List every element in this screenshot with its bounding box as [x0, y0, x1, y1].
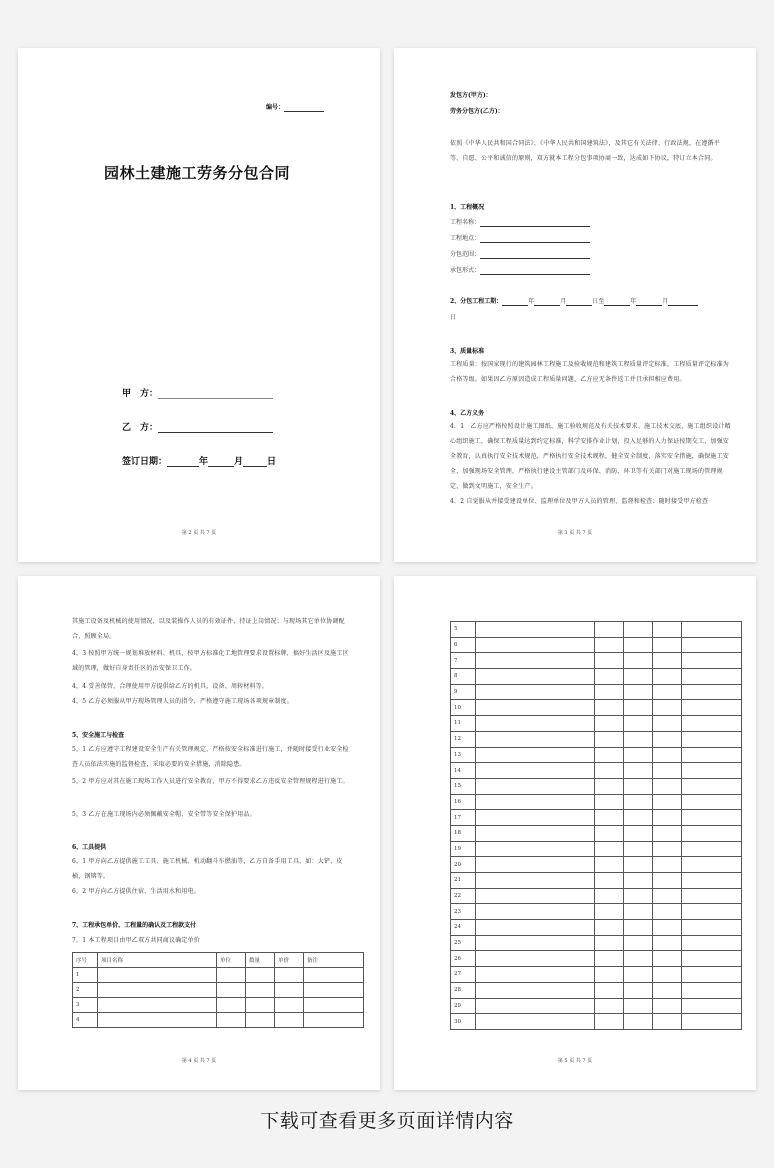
cell: [653, 669, 682, 685]
cell: [682, 904, 742, 920]
row-number: 30: [451, 1014, 476, 1030]
party-b-line: [122, 420, 273, 433]
cell: [98, 983, 217, 998]
cell: [624, 951, 653, 967]
cell: [595, 904, 624, 920]
cell: [653, 637, 682, 653]
field-contract-form: [450, 267, 590, 275]
cell: [595, 982, 624, 998]
cell: [595, 622, 624, 638]
header-cell: 备注: [304, 953, 364, 968]
cell: [682, 794, 742, 810]
cell: [682, 684, 742, 700]
cell: [595, 794, 624, 810]
cell: [624, 935, 653, 951]
page-cover: [18, 48, 380, 562]
sign-date-label: 签订日期：: [122, 457, 168, 467]
cell: [653, 920, 682, 936]
cell: [624, 669, 653, 685]
row-number: 28: [451, 982, 476, 998]
cell: [595, 857, 624, 873]
party-a-line: [122, 386, 273, 399]
row-number: 16: [451, 794, 476, 810]
cell: [476, 982, 595, 998]
clause-5-2: 5，2 甲方应对其在施工现场工作人员进行安全教育，甲方不得要求乙方违反安全管理规程进行施工。: [72, 778, 349, 785]
cell: [595, 920, 624, 936]
cell: [682, 778, 742, 794]
cell: [476, 951, 595, 967]
cell: [476, 669, 595, 685]
cell: [682, 888, 742, 904]
contractor-label: 劳务分包方(乙方)：: [450, 108, 504, 115]
table-row: [451, 935, 742, 951]
section-4-title: 4、乙方义务: [450, 410, 485, 417]
page-terms-2: [18, 576, 380, 1090]
section-3-title: 3、质量标准: [450, 348, 485, 355]
intro-paragraph: 依照《中华人民共和国合同法》、《中华人民共和国建筑法》，及其它有关法律、行政法规，在遵循平等、自愿、公平和诚信的原则，双方就本工程分包事项协商一致，达成如下协议，特订立本合同。: [450, 140, 721, 162]
field-project-location: [450, 235, 590, 243]
row-number: 15: [451, 778, 476, 794]
cell: [624, 810, 653, 826]
cell: [275, 1013, 304, 1028]
cell: [246, 983, 275, 998]
cell: [682, 825, 742, 841]
cell: [653, 904, 682, 920]
section-4-text-2: 4．2 自觉服从并接受建设单位、监理单位及甲方人员的管理、监督和检查；随时接受甲方检查: [450, 498, 709, 505]
row-number: 25: [451, 935, 476, 951]
section-5-title: 5、安全施工与检查: [72, 732, 125, 739]
cell: [624, 967, 653, 983]
row-number: 2: [73, 983, 98, 998]
clause-4-5: 4，5 乙方必须服从甲方现场管理人员的指令，严格遵守施工现场各项规章制度。: [72, 698, 293, 705]
table-row: [451, 622, 742, 638]
cell: [624, 904, 653, 920]
cell: [653, 622, 682, 638]
party-b-label: 乙 方：: [122, 423, 159, 433]
section-6-title: 6、工具提供: [72, 844, 107, 851]
cell: [624, 747, 653, 763]
table-row: [73, 968, 364, 983]
section-1-title: 1、工程概况: [450, 204, 485, 211]
cell: [595, 951, 624, 967]
cell: [246, 998, 275, 1013]
cell: [682, 841, 742, 857]
cell: [653, 935, 682, 951]
cell: [246, 1013, 275, 1028]
table-row: [73, 1013, 364, 1028]
field-label: 分包范围：: [450, 251, 481, 258]
cell: [476, 700, 595, 716]
row-number: 14: [451, 763, 476, 779]
cell: [653, 731, 682, 747]
row-number: 3: [73, 998, 98, 1013]
section-2-day: 日: [450, 314, 457, 321]
field-blank: [480, 219, 590, 227]
table-row: [451, 888, 742, 904]
cell: [304, 983, 364, 998]
blank: [636, 298, 662, 306]
cell: [476, 763, 595, 779]
clause-4-3: 4，3 按照甲方统一规划堆放材料、机具，按甲方标准化工地管理要求设置标牌，搞好生活区及施工区域的管理，做好自身责任区的治安保卫工作。: [72, 650, 349, 672]
cell: [98, 1013, 217, 1028]
row-number: 18: [451, 825, 476, 841]
cell: [476, 731, 595, 747]
section-2-label: 2、分包工程工期：: [450, 298, 503, 305]
row-number: 13: [451, 747, 476, 763]
cell: [476, 841, 595, 857]
sign-date-line: [122, 454, 276, 467]
cell: [653, 998, 682, 1014]
cell: [217, 983, 246, 998]
header-cell: 序号: [73, 953, 98, 968]
table-row: [451, 684, 742, 700]
month-label: 月: [234, 457, 244, 467]
header-cell: 单位: [217, 953, 246, 968]
row-number: 29: [451, 998, 476, 1014]
cell: [653, 873, 682, 889]
cell: [595, 747, 624, 763]
cell: [304, 998, 364, 1013]
table-row: [73, 983, 364, 998]
year-blank: [167, 459, 199, 467]
cell: [595, 731, 624, 747]
section-7-title: 7、工程承包单价、工程量的确认及工程款支付: [72, 922, 197, 929]
cell: [476, 904, 595, 920]
cell: [595, 873, 624, 889]
cell: [624, 731, 653, 747]
row-number: 19: [451, 841, 476, 857]
cell: [476, 810, 595, 826]
row-number: 5: [451, 622, 476, 638]
cell: [653, 825, 682, 841]
cell: [275, 968, 304, 983]
issuer-label: 发包方(甲方)：: [450, 92, 492, 99]
cell: [682, 653, 742, 669]
table-row: [451, 967, 742, 983]
section-3-text: 工程质量：按国家现行的建筑园林工程施工及验收规范和建筑工程质量评定标准，工程质量评定标准为合格等级。如果因乙方原因造成工程质量问题，乙方应无条件返工并且承担相应费用。: [450, 361, 730, 383]
row-number: 27: [451, 967, 476, 983]
cell: [624, 653, 653, 669]
cell: [595, 778, 624, 794]
header-cell: 项目名称: [98, 953, 217, 968]
cell: [595, 810, 624, 826]
cell: [653, 857, 682, 873]
unit: 月: [662, 298, 669, 305]
field-blank: [480, 251, 590, 259]
day-blank: [243, 459, 267, 467]
cell: [682, 873, 742, 889]
cell: [476, 1014, 595, 1030]
cell: [653, 684, 682, 700]
table-row: [451, 920, 742, 936]
cell: [476, 967, 595, 983]
row-number: 7: [451, 653, 476, 669]
field-blank: [480, 267, 590, 275]
cell: [682, 637, 742, 653]
page-footer: 第 3 页 共 7 页: [557, 530, 593, 536]
table-row: [451, 1014, 742, 1030]
cell: [476, 684, 595, 700]
cell: [653, 778, 682, 794]
page-footer: 第 4 页 共 7 页: [181, 1058, 217, 1064]
table-row: [451, 763, 742, 779]
table-row: [451, 731, 742, 747]
cell: [682, 951, 742, 967]
cell: [653, 841, 682, 857]
row-number: 17: [451, 810, 476, 826]
table-row: [451, 778, 742, 794]
clause-4-4: 4，4 妥善保管、合理使用甲方提供给乙方的机具、设备、周转材料等。: [72, 683, 269, 690]
number-blank: [284, 104, 324, 112]
cell: [682, 998, 742, 1014]
cell: [653, 763, 682, 779]
cell: [476, 794, 595, 810]
cell: [476, 857, 595, 873]
download-caption: 下载可查看更多页面详情内容: [260, 1110, 514, 1132]
page-footer: 第 5 页 共 7 页: [557, 1058, 593, 1064]
table-row: [451, 857, 742, 873]
row-number: 9: [451, 684, 476, 700]
cell: [476, 622, 595, 638]
field-label: 承包形式：: [450, 267, 481, 274]
table-header-row: [73, 953, 364, 968]
cell: [653, 716, 682, 732]
blank: [566, 298, 592, 306]
cell: [682, 700, 742, 716]
party-a-label: 甲 方：: [122, 389, 159, 399]
price-table-continued: [450, 621, 742, 1030]
cell: [653, 1014, 682, 1030]
cell: [476, 778, 595, 794]
cell: [595, 669, 624, 685]
row-number: 6: [451, 637, 476, 653]
cell: [682, 920, 742, 936]
cell: [653, 888, 682, 904]
cell: [595, 967, 624, 983]
cell: [624, 857, 653, 873]
cell: [624, 794, 653, 810]
unit: 日至: [592, 298, 605, 305]
table-row: [451, 637, 742, 653]
cell: [624, 841, 653, 857]
row-number: 21: [451, 873, 476, 889]
table-body: [451, 622, 742, 1030]
section-4-text: 4．1 乙方应严格按照设计施工图纸、施工验收规范及有关技术要求、施工技术交底、施工组织设计精心组织施工，确保工程质量达到约定标准，科学安排作业计划，投入足够的人力保证按期交工，加强安全教育，认真执行安全技术规范，严格执行安全技术规程，健全安全制度，落实安全措施，确保施工安全，加强现场安全管理，严格执行建设主管部门及环保、消防、环卫等有关部门对施工现场的管理规定，做到文明施工，安全生产。: [450, 423, 731, 490]
cell: [653, 967, 682, 983]
cell: [624, 684, 653, 700]
cell: [217, 968, 246, 983]
field-label: 工程名称：: [450, 219, 481, 226]
number-label: 编号：: [266, 104, 285, 111]
table-row: [73, 998, 364, 1013]
row-number: 10: [451, 700, 476, 716]
field-label: 工程地点：: [450, 235, 481, 242]
cell: [304, 1013, 364, 1028]
cell: [304, 968, 364, 983]
cell: [595, 935, 624, 951]
table-row: [451, 794, 742, 810]
cell: [682, 669, 742, 685]
cell: [595, 998, 624, 1014]
cell: [624, 825, 653, 841]
cell: [682, 857, 742, 873]
cell: [682, 716, 742, 732]
page-footer: 第 2 页 共 7 页: [181, 530, 217, 536]
cell: [682, 810, 742, 826]
table-row: [451, 716, 742, 732]
blank: [604, 298, 630, 306]
unit: 年: [630, 298, 637, 305]
cell: [595, 841, 624, 857]
cell: [653, 810, 682, 826]
cell: [98, 968, 217, 983]
table-row: [451, 841, 742, 857]
party-a-blank: [158, 391, 273, 399]
contract-title: 园林土建施工劳务分包合同: [104, 164, 291, 182]
cell: [275, 983, 304, 998]
clause-5-1: 5，1 乙方应遵守工程建设安全生产有关管理规定，严格按安全标准进行施工，并随时接受行业安全检查人员依法实施的监督检查，采取必要的安全措施，消除隐患。: [72, 746, 349, 768]
cell: [624, 716, 653, 732]
cell: [624, 637, 653, 653]
table-row: [451, 700, 742, 716]
cell: [624, 920, 653, 936]
cell: [624, 873, 653, 889]
cell: [595, 700, 624, 716]
cell: [682, 763, 742, 779]
unit: 月: [560, 298, 567, 305]
cell: [217, 1013, 246, 1028]
field-blank: [480, 235, 590, 243]
cell: [595, 825, 624, 841]
row-number: 20: [451, 857, 476, 873]
cell: [476, 637, 595, 653]
cell: [476, 888, 595, 904]
cell: [624, 1014, 653, 1030]
page-table-continued: [394, 576, 756, 1090]
row-number: 12: [451, 731, 476, 747]
section-2-period: [450, 298, 698, 306]
row-number: 11: [451, 716, 476, 732]
page-terms-1: [394, 48, 756, 562]
table-row: [451, 904, 742, 920]
cell: [682, 967, 742, 983]
cell: [275, 998, 304, 1013]
cell: [682, 622, 742, 638]
table-row: [451, 998, 742, 1014]
party-b-blank: [158, 425, 273, 433]
cell: [653, 700, 682, 716]
cell: [595, 888, 624, 904]
cell: [476, 653, 595, 669]
cell: [624, 700, 653, 716]
cell: [98, 998, 217, 1013]
field-scope: [450, 251, 590, 259]
cell: [682, 747, 742, 763]
clause-7-1: 7，1 本工程项目由甲乙双方共同商议确定单价: [72, 937, 200, 944]
blank: [668, 298, 698, 306]
table-row: [451, 873, 742, 889]
header-cell: 单价: [275, 953, 304, 968]
cell: [682, 1014, 742, 1030]
cell: [624, 763, 653, 779]
cell: [653, 653, 682, 669]
cell: [653, 951, 682, 967]
cell: [476, 716, 595, 732]
cell: [476, 873, 595, 889]
row-number: 24: [451, 920, 476, 936]
cell: [624, 998, 653, 1014]
row-number: 4: [73, 1013, 98, 1028]
row-number: 23: [451, 904, 476, 920]
cell: [246, 968, 275, 983]
paragraph-continued: 其施工设备及机械的使用情况，以及装操作人员的有效证件、持证上岗情况；与现场其它单位协调配合，照顾全局。: [72, 618, 345, 640]
clause-5-3: 5，3 乙方在施工现场内必须佩戴安全帽、安全带等安全保护用品。: [72, 811, 256, 818]
cell: [476, 920, 595, 936]
cell: [624, 888, 653, 904]
table-row: [451, 810, 742, 826]
cell: [476, 998, 595, 1014]
cell: [624, 622, 653, 638]
blank: [534, 298, 560, 306]
cell: [595, 763, 624, 779]
cell: [682, 982, 742, 998]
row-number: 8: [451, 669, 476, 685]
cell: [653, 747, 682, 763]
table-row: [451, 982, 742, 998]
cell: [595, 653, 624, 669]
table-row: [451, 669, 742, 685]
table-row: [451, 653, 742, 669]
cell: [595, 637, 624, 653]
cell: [476, 747, 595, 763]
cell: [653, 982, 682, 998]
clause-6-2: 6，2 甲方向乙方提供住宿、生活用水和用电。: [72, 888, 200, 895]
cell: [653, 794, 682, 810]
row-number: 22: [451, 888, 476, 904]
table-row: [451, 747, 742, 763]
contract-number: [266, 104, 324, 112]
cell: [217, 998, 246, 1013]
cell: [476, 935, 595, 951]
cell: [595, 1014, 624, 1030]
day-label: 日: [267, 457, 277, 467]
clause-6-1: 6，1 甲方向乙方提供施工工具、施工机械、机动翻斗车燃油等，乙方自备手用工具，如：大铲、皮桶、钢锛等。: [72, 858, 343, 880]
cell: [682, 731, 742, 747]
year-label: 年: [199, 457, 209, 467]
table-row: [451, 825, 742, 841]
price-table: [72, 952, 364, 1028]
table-row: [451, 951, 742, 967]
cell: [595, 684, 624, 700]
cell: [682, 935, 742, 951]
field-project-name: [450, 219, 590, 227]
blank: [502, 298, 528, 306]
row-number: 1: [73, 968, 98, 983]
cell: [476, 825, 595, 841]
cell: [595, 716, 624, 732]
header-cell: 数量: [246, 953, 275, 968]
row-number: 26: [451, 951, 476, 967]
cell: [624, 778, 653, 794]
unit: 年: [528, 298, 535, 305]
month-blank: [208, 459, 234, 467]
cell: [624, 982, 653, 998]
